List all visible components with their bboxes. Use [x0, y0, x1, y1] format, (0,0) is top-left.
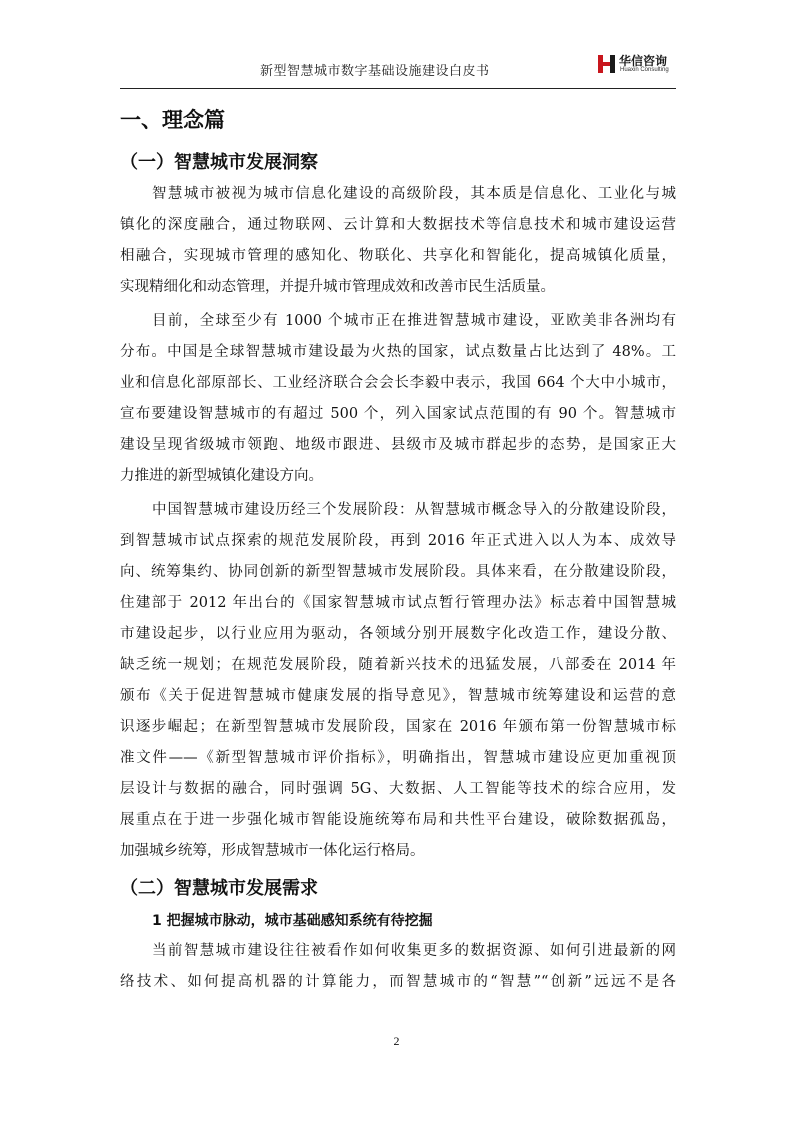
- paragraph-line: 当前智慧城市建设往往被看作如何收集更多的数据资源、如何引进最新的网: [152, 943, 676, 959]
- subsection-title-2: （二）智慧城市发展需求: [120, 878, 318, 899]
- paragraph-line: 智慧城市被视为城市信息化建设的高级阶段，其本质是信息化、工业化与城: [152, 186, 676, 202]
- paragraph-line: 到智慧城市试点探索的规范发展阶段，再到 2016 年正式进入以人为本、成效导: [120, 533, 676, 549]
- paragraph-line: 展重点在于进一步强化城市智能设施统筹布局和共性平台建设，破除数据孤岛，: [120, 812, 676, 828]
- paragraph-line: 层设计与数据的融合，同时强调 5G、大数据、人工智能等技术的综合应用，发: [120, 781, 676, 797]
- paragraph-line: 络技术、如何提高机器的计算能力，而智慧城市的“智慧”“创新”远远不是各: [120, 974, 676, 990]
- paragraph-line: 相融合，实现城市管理的感知化、物联化、共享化和智能化，提高城镇化质量，: [120, 248, 676, 264]
- paragraph-line: 住建部于 2012 年出台的《国家智慧城市试点暂行管理办法》标志着中国智慧城: [120, 595, 676, 611]
- paragraph-line: 准文件——《新型智慧城市评价指标》，明确指出，智慧城市建设应更加重视顶: [120, 750, 676, 766]
- paragraph-line: 镇化的深度融合，通过物联网、云计算和大数据技术等信息技术和城市建设运营: [120, 217, 676, 233]
- page-number: 2: [393, 1034, 400, 1048]
- document-title: 新型智慧城市数字基础设施建设白皮书: [260, 64, 490, 79]
- paragraph-line: 中国智慧城市建设历经三个发展阶段：从智慧城市概念导入的分散建设阶段，: [152, 502, 676, 518]
- paragraph-line: 建设呈现省级城市领跑、地级市跟进、县级市及城市群起步的态势，是国家正大: [120, 437, 676, 453]
- paragraph-line: 市建设起步，以行业应用为驱动，各领域分别开展数字化改造工作，建设分散、: [120, 626, 676, 642]
- paragraph-line: 识逐步崛起；在新型智慧城市发展阶段，国家在 2016 年颁布第一份智慧城市标: [120, 719, 676, 735]
- section-title: 一、理念篇: [120, 108, 225, 132]
- logo-text-en: Huaxin Consulting: [620, 67, 669, 73]
- logo-mark-icon: [598, 54, 618, 74]
- paragraph-line: 向、统筹集约、协同创新的新型智慧城市发展阶段。具体来看，在分散建设阶段，: [120, 564, 676, 580]
- paragraph-line: 宣布要建设智慧城市的有超过 500 个，列入国家试点范围的有 90 个。智慧城市: [120, 406, 676, 422]
- paragraph-line: 业和信息化部原部长、工业经济联合会会长李毅中表示，我国 664 个大中小城市，: [120, 375, 676, 391]
- paragraph-line: 力推进的新型城镇化建设方向。: [120, 468, 323, 484]
- paragraph-line: 加强城乡统筹，形成智慧城市一体化运行格局。: [120, 843, 425, 859]
- page-header: [120, 46, 676, 89]
- subsection-title-1: （一）智慧城市发展洞察: [120, 152, 318, 173]
- paragraph-line: 分布。中国是全球智慧城市建设最为火热的国家，试点数量占比达到了 48%。工: [120, 344, 676, 360]
- paragraph-line: 实现精细化和动态管理，并提升城市管理成效和改善市民生活质量。: [120, 279, 555, 295]
- logo-text-cn: 华信咨询: [619, 54, 668, 68]
- paragraph-line: 目前，全球至少有 1000 个城市正在推进智慧城市建设，亚欧美非各洲均有: [152, 313, 676, 329]
- item-title: 1 把握城市脉动，城市基础感知系统有待挖掘: [152, 913, 433, 929]
- paragraph-line: 缺乏统一规划；在规范发展阶段，随着新兴技术的迅猛发展，八部委在 2014 年: [120, 657, 676, 673]
- huaxin-logo: [598, 52, 676, 78]
- paragraph-line: 颁布《关于促进智慧城市健康发展的指导意见》，智慧城市统筹建设和运营的意: [120, 688, 676, 704]
